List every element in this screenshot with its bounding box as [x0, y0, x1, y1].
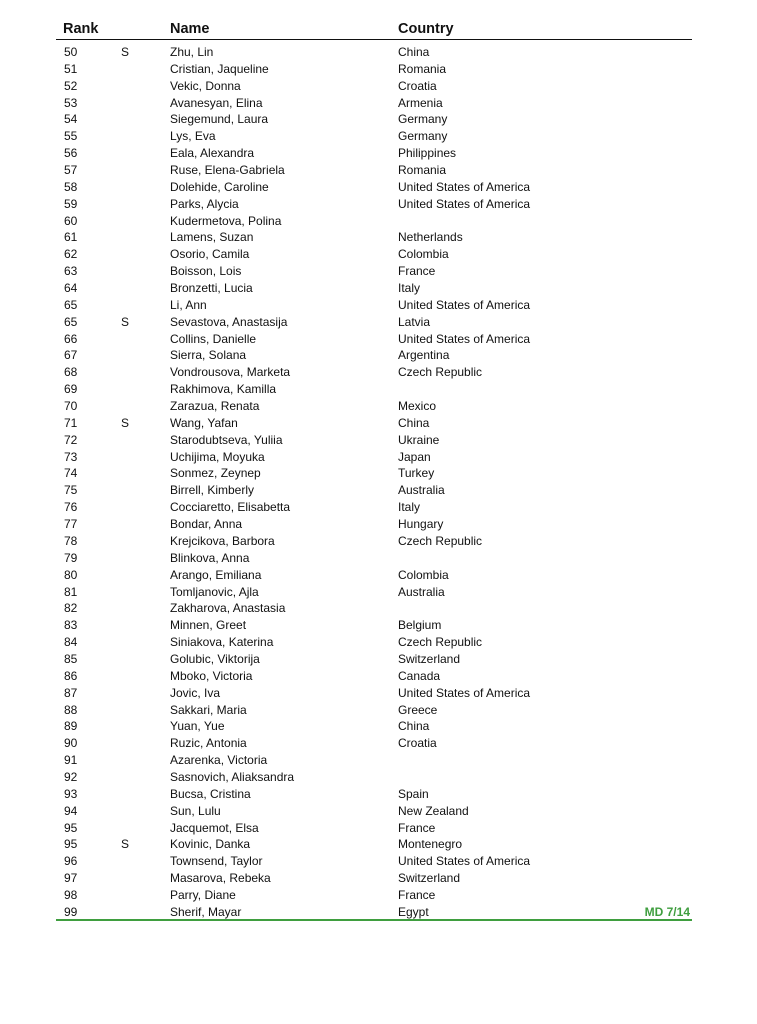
rank-cell: 69 [64, 382, 78, 397]
country-cell: Australia [398, 483, 445, 498]
country-cell: Czech Republic [398, 635, 483, 650]
name-cell: Sierra, Solana [170, 348, 247, 363]
country-cell: New Zealand [398, 803, 469, 818]
name-cell: Sun, Lulu [170, 803, 221, 818]
table-row [56, 499, 692, 516]
table-row [56, 769, 692, 786]
table-row [56, 584, 692, 601]
rank-cell: 85 [64, 651, 78, 666]
table-row [56, 887, 692, 904]
rank-cell: 96 [64, 854, 78, 869]
rank-cell: 63 [64, 264, 78, 279]
name-cell: Vondrousova, Marketa [170, 365, 291, 380]
country-cell: Japan [398, 449, 431, 464]
country-cell: Spain [398, 786, 429, 801]
country-cell: Croatia [398, 78, 437, 93]
seed-cell: S [121, 837, 130, 852]
country-cell: Germany [398, 129, 448, 144]
name-cell: Azarenka, Victoria [170, 753, 268, 768]
rank-cell: 98 [64, 887, 78, 902]
rank-cell: 76 [64, 500, 78, 515]
table-row [56, 668, 692, 685]
rank-cell: 90 [64, 736, 78, 751]
rank-cell: 54 [64, 112, 78, 127]
country-cell: Mexico [398, 399, 437, 414]
rank-cell: 89 [64, 719, 78, 734]
name-cell: Masarova, Rebeka [170, 871, 271, 886]
name-cell: Eala, Alexandra [170, 146, 255, 161]
country-cell: United States of America [398, 331, 531, 346]
header-rank: Rank [63, 21, 99, 37]
table-row [56, 516, 692, 533]
name-cell: Lys, Eva [170, 129, 216, 144]
country-cell: Switzerland [398, 651, 461, 666]
table-row [56, 263, 692, 280]
name-cell: Vekic, Donna [170, 78, 241, 93]
table-row [56, 651, 692, 668]
country-cell: United States of America [398, 297, 531, 312]
seed-cell: S [121, 314, 130, 329]
country-cell: China [398, 719, 430, 734]
country-cell: Armenia [398, 95, 443, 110]
country-cell: Croatia [398, 736, 437, 751]
rank-cell: 95 [64, 837, 78, 852]
rank-cell: 73 [64, 449, 78, 464]
name-cell: Yuan, Yue [170, 719, 225, 734]
country-cell: Latvia [398, 314, 431, 329]
rank-cell: 59 [64, 196, 78, 211]
table-row [56, 61, 692, 78]
rank-cell: 77 [64, 517, 78, 532]
name-cell: Collins, Danielle [170, 331, 257, 346]
table-row [56, 718, 692, 735]
name-cell: Avanesyan, Elina [170, 95, 263, 110]
name-cell: Sasnovich, Aliaksandra [170, 769, 295, 784]
rank-cell: 62 [64, 247, 78, 262]
table-row [56, 634, 692, 651]
rank-cell: 67 [64, 348, 78, 363]
name-cell: Zakharova, Anastasia [170, 601, 286, 616]
rank-cell: 53 [64, 95, 78, 110]
name-cell: Ruzic, Antonia [170, 736, 247, 751]
rank-cell: 91 [64, 753, 78, 768]
name-cell: Zarazua, Renata [170, 399, 260, 414]
table-row [56, 853, 692, 870]
rank-cell: 70 [64, 399, 78, 414]
header-name: Name [170, 21, 210, 37]
name-cell: Parks, Alycia [170, 196, 239, 211]
rank-cell: 88 [64, 702, 78, 717]
table-row [56, 550, 692, 567]
rank-cell: 57 [64, 163, 78, 178]
rank-cell: 92 [64, 769, 78, 784]
name-cell: Uchijima, Moyuka [170, 449, 265, 464]
name-cell: Ruse, Elena-Gabriela [170, 163, 285, 178]
name-cell: Kudermetova, Polina [170, 213, 282, 228]
seed-cell: S [121, 45, 130, 59]
table-row [56, 145, 692, 162]
table-row [56, 246, 692, 263]
rank-cell: 58 [64, 179, 78, 194]
rank-cell: 65 [64, 297, 78, 312]
table-row [56, 162, 692, 179]
table-row [56, 314, 692, 331]
table-row [56, 128, 692, 145]
table-row [56, 752, 692, 769]
rank-cell: 94 [64, 803, 78, 818]
rank-cell: 64 [64, 281, 78, 296]
name-cell: Dolehide, Caroline [170, 179, 269, 194]
rank-cell: 60 [64, 213, 78, 228]
table-row [56, 482, 692, 499]
table-row [56, 465, 692, 482]
rank-cell: 61 [64, 230, 78, 245]
table-row [56, 685, 692, 702]
name-cell: Boisson, Lois [170, 264, 242, 279]
country-cell: United States of America [398, 196, 531, 211]
country-cell: Colombia [398, 567, 449, 582]
rank-cell: 95 [64, 820, 78, 835]
rank-cell: 99 [64, 904, 78, 919]
table-row [56, 44, 692, 61]
table-row [56, 600, 692, 617]
name-cell: Sevastova, Anastasija [170, 314, 288, 329]
country-cell: Czech Republic [398, 533, 483, 548]
country-cell: Romania [398, 61, 447, 76]
country-cell: China [398, 45, 430, 59]
name-cell: Townsend, Taylor [170, 854, 263, 869]
table-row [56, 347, 692, 364]
table-row [56, 111, 692, 128]
table-row [56, 331, 692, 348]
name-cell: Birrell, Kimberly [170, 483, 255, 498]
country-cell: France [398, 264, 436, 279]
table-row [56, 364, 692, 381]
rank-cell: 79 [64, 550, 78, 565]
name-cell: Mboko, Victoria [170, 668, 253, 683]
name-cell: Golubic, Viktorija [170, 651, 260, 666]
name-cell: Li, Ann [170, 297, 207, 312]
rank-cell: 65 [64, 314, 78, 329]
table-row [56, 567, 692, 584]
rank-cell: 74 [64, 466, 78, 481]
country-cell: Turkey [398, 466, 435, 481]
rank-cell: 71 [64, 415, 78, 430]
rank-cell: 50 [64, 45, 78, 59]
table-row [56, 381, 692, 398]
country-cell: Australia [398, 584, 445, 599]
country-cell: United States of America [398, 854, 531, 869]
table-row [56, 229, 692, 246]
name-cell: Starodubtseva, Yuliia [170, 432, 283, 447]
table-row [56, 415, 692, 432]
rank-cell: 55 [64, 129, 78, 144]
rank-cell: 56 [64, 146, 78, 161]
country-cell: Italy [398, 281, 421, 296]
table-header [56, 20, 692, 40]
rank-cell: 81 [64, 584, 78, 599]
name-cell: Blinkova, Anna [170, 550, 250, 565]
rank-cell: 82 [64, 601, 78, 616]
country-cell: Colombia [398, 247, 449, 262]
rank-cell: 52 [64, 78, 78, 93]
name-cell: Lamens, Suzan [170, 230, 254, 245]
rank-cell: 93 [64, 786, 78, 801]
country-cell: Germany [398, 112, 448, 127]
table-row [56, 179, 692, 196]
rank-cell: 83 [64, 618, 78, 633]
name-cell: Tomljanovic, Ajla [170, 584, 259, 599]
country-cell: China [398, 415, 430, 430]
country-cell: Montenegro [398, 837, 463, 852]
country-cell: Switzerland [398, 871, 461, 886]
country-cell: France [398, 887, 436, 902]
name-cell: Cristian, Jaqueline [170, 61, 269, 76]
name-cell: Bucsa, Cristina [170, 786, 251, 801]
name-cell: Bondar, Anna [170, 517, 243, 532]
name-cell: Krejcikova, Barbora [170, 533, 275, 548]
name-cell: Minnen, Greet [170, 618, 247, 633]
table-row [56, 735, 692, 752]
table-row [56, 78, 692, 95]
name-cell: Parry, Diane [170, 887, 236, 902]
table-row [56, 297, 692, 314]
rank-cell: 78 [64, 533, 78, 548]
header-country: Country [398, 21, 454, 37]
country-cell: Italy [398, 500, 421, 515]
table-row [56, 398, 692, 415]
table-row [56, 196, 692, 213]
rank-cell: 84 [64, 635, 78, 650]
country-cell: United States of America [398, 685, 531, 700]
country-cell: Ukraine [398, 432, 440, 447]
table-row [56, 213, 692, 230]
name-cell: Siniakova, Katerina [170, 635, 274, 650]
table-row [56, 820, 692, 837]
name-cell: Sherif, Mayar [170, 904, 242, 919]
country-cell: Canada [398, 668, 441, 683]
seed-cell: S [121, 415, 130, 430]
rank-cell: 80 [64, 567, 78, 582]
table-row [56, 280, 692, 297]
country-cell: Greece [398, 702, 438, 717]
table-row [56, 95, 692, 112]
rank-cell: 72 [64, 432, 78, 447]
country-cell: Romania [398, 163, 447, 178]
country-cell: France [398, 820, 436, 835]
name-cell: Rakhimova, Kamilla [170, 382, 277, 397]
name-cell: Sonmez, Zeynep [170, 466, 261, 481]
country-cell: Argentina [398, 348, 450, 363]
footer-divider [56, 919, 692, 921]
country-cell: Belgium [398, 618, 442, 633]
name-cell: Cocciaretto, Elisabetta [170, 500, 291, 515]
name-cell: Siegemund, Laura [170, 112, 269, 127]
country-cell: Hungary [398, 517, 444, 532]
table-row [56, 836, 692, 853]
country-cell: United States of America [398, 179, 531, 194]
table-row [56, 870, 692, 887]
name-cell: Zhu, Lin [170, 45, 214, 59]
table-row [56, 702, 692, 719]
ranking-table-body [56, 44, 692, 921]
page-code: MD 7/14 [644, 905, 690, 919]
rank-cell: 68 [64, 365, 78, 380]
country-cell: Egypt [398, 904, 429, 919]
rank-cell: 86 [64, 668, 78, 683]
rank-cell: 97 [64, 871, 78, 886]
table-row [56, 803, 692, 820]
name-cell: Bronzetti, Lucia [170, 281, 253, 296]
country-cell: Czech Republic [398, 365, 483, 380]
rank-cell: 87 [64, 685, 78, 700]
rank-cell: 51 [64, 61, 78, 76]
table-row [56, 786, 692, 803]
table-row [56, 617, 692, 634]
table-row [56, 449, 692, 466]
rank-cell: 75 [64, 483, 78, 498]
name-cell: Wang, Yafan [170, 415, 238, 430]
name-cell: Kovinic, Danka [170, 837, 251, 852]
table-row [56, 533, 692, 550]
name-cell: Jacquemot, Elsa [170, 820, 259, 835]
name-cell: Arango, Emiliana [170, 567, 262, 582]
rank-cell: 66 [64, 331, 78, 346]
name-cell: Osorio, Camila [170, 247, 250, 262]
name-cell: Sakkari, Maria [170, 702, 247, 717]
country-cell: Netherlands [398, 230, 463, 245]
country-cell: Philippines [398, 146, 457, 161]
name-cell: Jovic, Iva [170, 685, 221, 700]
table-row [56, 432, 692, 449]
